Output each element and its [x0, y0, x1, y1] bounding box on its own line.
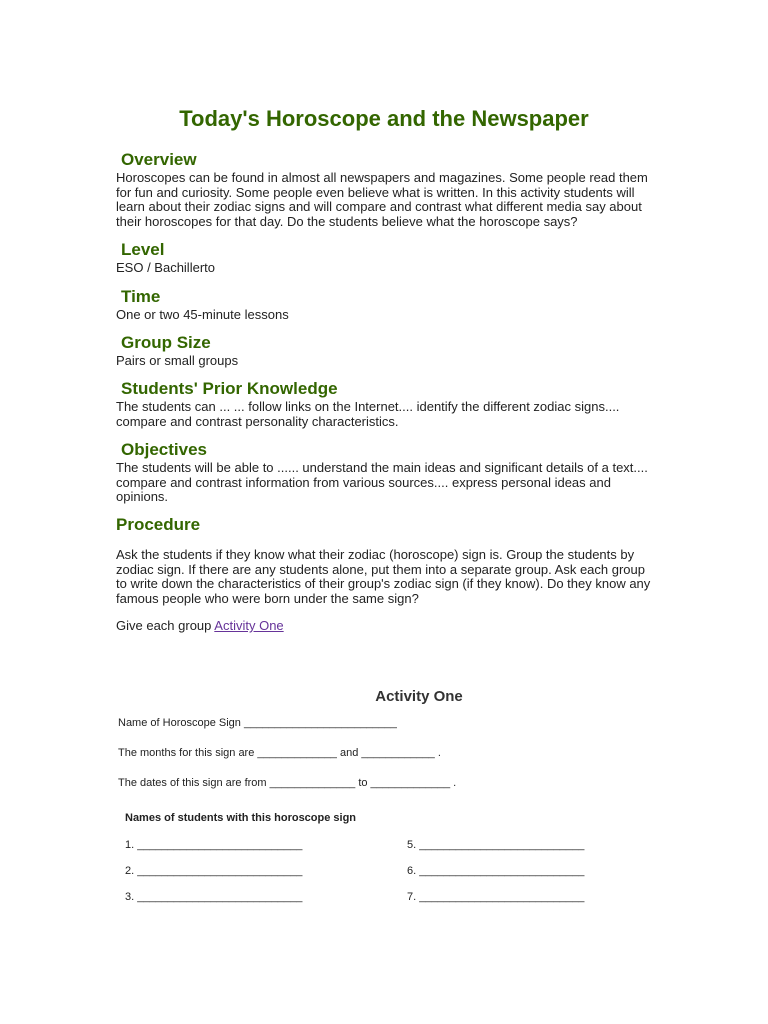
activity-title: Activity One	[375, 688, 463, 705]
section-level	[116, 240, 656, 276]
section-overview	[116, 150, 656, 229]
group-size-body: Pairs or small groups	[116, 353, 239, 368]
procedure-give-line	[116, 619, 656, 634]
procedure-body: Ask the students if they know what their zodiac (horoscope) sign is. Group the students by zodiac sign. If there are any students alone, put them into a separate group. Ask each group to write down the characteristics of their group's zodiac sign (if they know). Do they know any famous people who were born under the same sign?	[116, 547, 651, 606]
objectives-body: The students will be able to ...... understand the main ideas and significant details of a text.... compare and contrast information from various sources.... express personal ideas and opinions.	[116, 460, 648, 505]
name-line-2: 2. ___________________________	[125, 865, 303, 877]
section-procedure	[116, 515, 656, 536]
time-body: One or two 45-minute lessons	[116, 307, 289, 322]
sign-line: Name of Horoscope Sign _________________________	[118, 717, 397, 729]
give-prefix: Give each group	[116, 618, 215, 633]
name-line-3: 3. ___________________________	[125, 891, 303, 903]
activity-one-link[interactable]: Activity One	[214, 618, 284, 633]
level-heading: Level	[121, 240, 165, 259]
prior-knowledge-heading: Students' Prior Knowledge	[121, 379, 338, 398]
name-line-7: 7. ___________________________	[407, 891, 585, 903]
name-line-5: 5. ___________________________	[407, 839, 585, 851]
prior-knowledge-body: The students can ... ... follow links on the Internet.... identify the different zodiac signs.... compare and contrast personality characteristics.	[116, 399, 620, 429]
time-heading: Time	[121, 287, 161, 306]
page-title: Today's Horoscope and the Newspaper	[179, 106, 589, 131]
group-size-heading: Group Size	[121, 333, 211, 352]
overview-heading: Overview	[121, 150, 197, 169]
months-line: The months for this sign are _____________ and ____________ .	[118, 747, 441, 759]
section-objectives	[116, 440, 656, 505]
objectives-heading: Objectives	[121, 440, 207, 459]
name-line-1: 1. ___________________________	[125, 839, 303, 851]
section-prior-knowledge	[116, 379, 656, 429]
names-heading: Names of students with this horoscope sign	[125, 812, 357, 824]
overview-body: Horoscopes can be found in almost all newspapers and magazines. Some people read them for fun and curiosity. Some people even believe what is written. In this activity students will learn about their zodiac signs and will compare and contrast what different media say about their horoscopes for that day. Do the students believe what the horoscope says?	[116, 170, 648, 229]
section-time	[116, 287, 656, 323]
level-body: ESO / Bachillerto	[116, 260, 215, 275]
name-line-6: 6. ___________________________	[407, 865, 585, 877]
procedure-heading: Procedure	[116, 515, 201, 534]
section-group-size	[116, 333, 656, 369]
dates-line: The dates of this sign are from ______________ to _____________ .	[118, 777, 457, 789]
